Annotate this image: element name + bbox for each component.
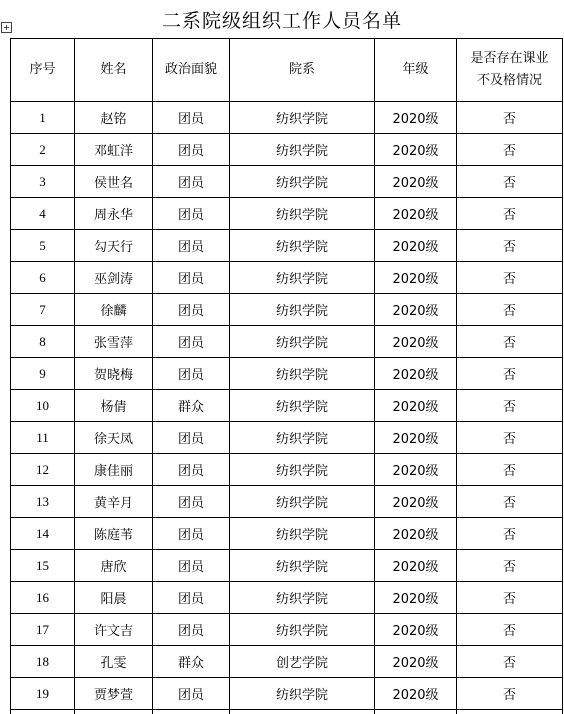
table-row [11,102,563,134]
cell-political: 团员 [153,550,230,582]
cell-grade: 2020级 [375,262,457,294]
cell-empty [375,710,457,714]
cell-name: 侯世名 [75,166,153,198]
cell-department: 纺织学院 [230,262,375,294]
cell-name: 黄辛月 [75,486,153,518]
cell-fail-status: 否 [457,326,563,358]
cell-seq: 4 [11,198,75,230]
cell-grade: 2020级 [375,134,457,166]
cell-fail-status: 否 [457,582,563,614]
cell-seq: 6 [11,262,75,294]
table-row [11,390,563,422]
cell-name: 徐麟 [75,294,153,326]
cell-seq: 3 [11,166,75,198]
cell-political: 群众 [153,390,230,422]
cell-name: 贺晓梅 [75,358,153,390]
header-fail-line1: 是否存在课业 [470,51,549,66]
cell-seq: 5 [11,230,75,262]
cell-name: 邓虹洋 [75,134,153,166]
table-row-partial [11,710,563,714]
cell-political: 团员 [153,294,230,326]
table-row [11,486,563,518]
table-row [11,134,563,166]
table-row [11,326,563,358]
cell-department: 纺织学院 [230,614,375,646]
cell-department: 纺织学院 [230,454,375,486]
table-row [11,454,563,486]
table-row [11,358,563,390]
cell-grade: 2020级 [375,198,457,230]
cell-grade: 2020级 [375,550,457,582]
cell-seq: 8 [11,326,75,358]
cell-name: 周永华 [75,198,153,230]
cell-political: 团员 [153,166,230,198]
cell-grade: 2020级 [375,166,457,198]
cell-name: 赵铭 [75,102,153,134]
cell-fail-status: 否 [457,102,563,134]
cell-department: 纺织学院 [230,326,375,358]
table-body [11,102,563,714]
cell-department: 纺织学院 [230,294,375,326]
cell-fail-status: 否 [457,518,563,550]
cell-department: 纺织学院 [230,198,375,230]
cell-political: 团员 [153,518,230,550]
table-row [11,230,563,262]
cell-department: 纺织学院 [230,550,375,582]
cell-seq: 17 [11,614,75,646]
cell-political: 团员 [153,198,230,230]
cell-empty [153,710,230,714]
cell-department: 纺织学院 [230,518,375,550]
table-row [11,294,563,326]
cell-department: 纺织学院 [230,166,375,198]
cell-name: 张雪萍 [75,326,153,358]
cell-fail-status: 否 [457,678,563,710]
document-title: 二系院级组织工作人员名单 [161,10,402,32]
cell-name: 杨倩 [75,390,153,422]
cell-seq: 11 [11,422,75,454]
cell-political: 团员 [153,326,230,358]
cell-department: 纺织学院 [230,390,375,422]
cell-fail-status: 否 [457,198,563,230]
cell-grade: 2020级 [375,678,457,710]
cell-political: 团员 [153,102,230,134]
cell-political: 团员 [153,582,230,614]
table-row [11,198,563,230]
cell-grade: 2020级 [375,390,457,422]
cell-empty [75,710,153,714]
header-fail-line2: 不及格情况 [476,73,542,88]
cell-name: 巫剑涛 [75,262,153,294]
cell-grade: 2020级 [375,646,457,678]
cell-political: 团员 [153,454,230,486]
table-row [11,422,563,454]
cell-name: 康佳丽 [75,454,153,486]
cell-name: 唐欣 [75,550,153,582]
cell-political: 团员 [153,230,230,262]
cell-department: 纺织学院 [230,358,375,390]
cell-grade: 2020级 [375,422,457,454]
cell-fail-status: 否 [457,550,563,582]
cell-department: 纺织学院 [230,678,375,710]
header-political: 政治面貌 [153,39,230,102]
cell-department: 纺织学院 [230,582,375,614]
cell-fail-status: 否 [457,230,563,262]
table-row [11,166,563,198]
cell-empty [230,710,375,714]
table-header-row [11,39,563,102]
header-fail-status [457,39,563,102]
table-row [11,678,563,710]
cell-name: 陈庭苇 [75,518,153,550]
cell-seq: 15 [11,550,75,582]
cell-grade: 2020级 [375,486,457,518]
cell-department: 创艺学院 [230,646,375,678]
cell-seq: 14 [11,518,75,550]
cell-grade: 2020级 [375,454,457,486]
table-row [11,582,563,614]
cell-department: 纺织学院 [230,486,375,518]
cell-political: 团员 [153,422,230,454]
cell-political: 团员 [153,358,230,390]
cell-name: 勾天行 [75,230,153,262]
staff-roster-table [10,38,563,714]
cell-seq: 13 [11,486,75,518]
cell-political: 团员 [153,262,230,294]
cell-grade: 2020级 [375,518,457,550]
cell-seq: 18 [11,646,75,678]
cell-grade: 2020级 [375,582,457,614]
table-row [11,614,563,646]
cell-grade: 2020级 [375,230,457,262]
cell-fail-status: 否 [457,390,563,422]
cell-name: 孔雯 [75,646,153,678]
cell-grade: 2020级 [375,102,457,134]
cell-fail-status: 否 [457,262,563,294]
header-department: 院系 [230,39,375,102]
cell-empty [11,710,75,714]
cell-political: 团员 [153,678,230,710]
table-row [11,646,563,678]
cell-seq: 19 [11,678,75,710]
cell-name: 许文吉 [75,614,153,646]
cell-political: 群众 [153,646,230,678]
header-grade: 年级 [375,39,457,102]
table-row [11,550,563,582]
cell-name: 贾梦萱 [75,678,153,710]
cell-fail-status: 否 [457,422,563,454]
cell-empty [457,710,563,714]
cell-seq: 2 [11,134,75,166]
cell-fail-status: 否 [457,454,563,486]
cell-grade: 2020级 [375,358,457,390]
table-move-handle-icon[interactable]: + [1,22,12,33]
table-row [11,518,563,550]
cell-political: 团员 [153,486,230,518]
cell-fail-status: 否 [457,486,563,518]
cell-fail-status: 否 [457,134,563,166]
header-name: 姓名 [75,39,153,102]
cell-fail-status: 否 [457,358,563,390]
cell-department: 纺织学院 [230,422,375,454]
cell-fail-status: 否 [457,294,563,326]
cell-fail-status: 否 [457,166,563,198]
cell-seq: 12 [11,454,75,486]
cell-grade: 2020级 [375,326,457,358]
cell-seq: 10 [11,390,75,422]
cell-grade: 2020级 [375,614,457,646]
cell-political: 团员 [153,134,230,166]
cell-grade: 2020级 [375,294,457,326]
cell-fail-status: 否 [457,614,563,646]
cell-name: 徐天凤 [75,422,153,454]
cell-seq: 16 [11,582,75,614]
table-row [11,262,563,294]
cell-department: 纺织学院 [230,102,375,134]
cell-seq: 1 [11,102,75,134]
cell-seq: 7 [11,294,75,326]
cell-department: 纺织学院 [230,134,375,166]
cell-seq: 9 [11,358,75,390]
cell-political: 团员 [153,614,230,646]
cell-department: 纺织学院 [230,230,375,262]
cell-fail-status: 否 [457,646,563,678]
header-seq: 序号 [11,39,75,102]
cell-name: 阳晨 [75,582,153,614]
